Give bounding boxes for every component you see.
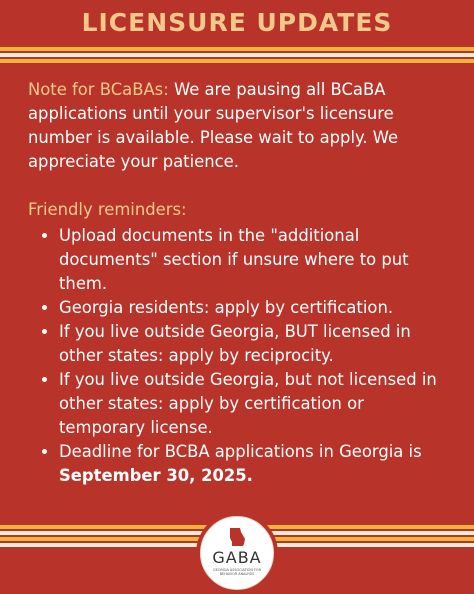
list-item: • If you live outside Georgia, but not licensed in other states: apply by certification or temporary license. — [59, 368, 448, 440]
logo-seal — [200, 516, 274, 590]
page-title: LICENSURE UPDATES — [81, 8, 393, 37]
top-stripe-gold-2 — [0, 59, 474, 63]
georgia-state-icon — [227, 527, 247, 547]
note-label: Note for BCaBAs: — [28, 80, 169, 99]
top-stripe-gold — [0, 47, 474, 51]
logo-name: GABA — [212, 548, 262, 567]
deadline-text: Deadline for BCBA applications in Georgia is — [59, 442, 422, 461]
note-text: We are pausing all BCaBA applications until your supervisor's licensure number is available. Please wait to apply. We appreciate your patience. — [28, 80, 399, 171]
list-item: • If you live outside Georgia, BUT licensed in other states: apply by reciprocity. — [59, 320, 448, 368]
list-item: • Georgia residents: apply by certification. — [59, 296, 448, 320]
list-item-deadline — [59, 440, 448, 488]
top-stripe-cream — [0, 53, 474, 57]
gaba-logo — [196, 512, 278, 594]
deadline-date: September 30, 2025. — [59, 466, 253, 485]
reminders-list — [28, 224, 448, 488]
bcaba-note — [28, 78, 448, 174]
logo-subtitle: GEORGIA ASSOCIATION FOR BEHAVIOR ANALYSIS — [213, 568, 261, 576]
list-item: • Upload documents in the "additional documents" section if unsure where to put them. — [59, 224, 448, 296]
reminders-heading: Friendly reminders: — [28, 200, 187, 219]
announcement-body — [28, 78, 448, 488]
